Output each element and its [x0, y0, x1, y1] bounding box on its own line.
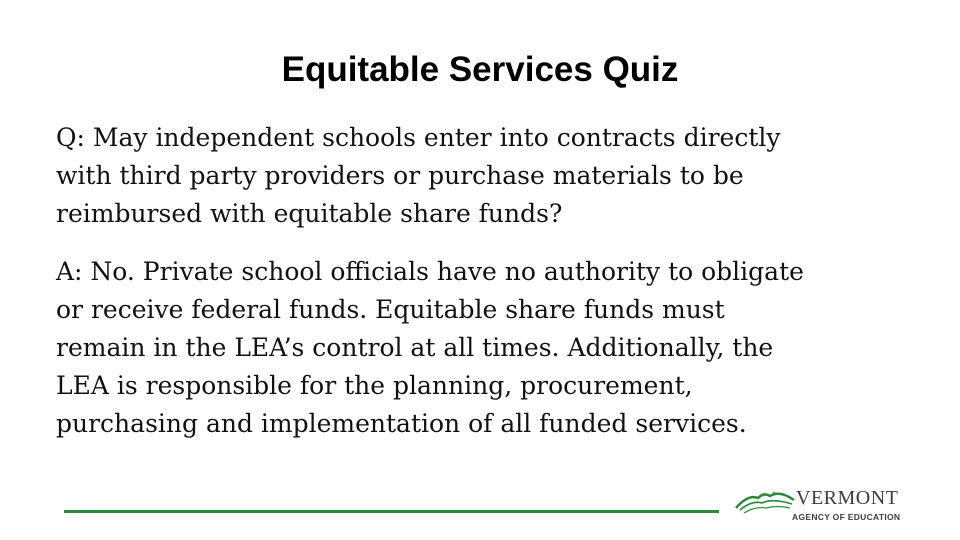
logo-subtitle: AGENCY OF EDUCATION: [792, 512, 901, 522]
answer-line: or receive federal funds. Equitable share funds must: [56, 295, 725, 324]
question-line: Q: May independent schools enter into contracts directly: [56, 123, 781, 152]
question-line: with third party providers or purchase materials to be: [56, 161, 744, 190]
answer-line: remain in the LEA’s control at all times. Additionally, the: [56, 333, 774, 362]
logo-wordmark: VERMONT: [796, 487, 899, 509]
footer-divider: [64, 510, 719, 513]
answer-line: LEA is responsible for the planning, procurement,: [56, 371, 693, 400]
vermont-aoe-logo: [734, 486, 909, 526]
question-text: [56, 119, 916, 233]
answer-line: A: No. Private school officials have no authority to obligate: [56, 257, 804, 286]
question-line: reimbursed with equitable share funds?: [56, 199, 563, 228]
slide-title: Equitable Services Quiz: [281, 50, 679, 89]
mountain-icon: [734, 486, 796, 526]
answer-text: [56, 253, 916, 443]
answer-line: purchasing and implementation of all funded services.: [56, 409, 747, 438]
